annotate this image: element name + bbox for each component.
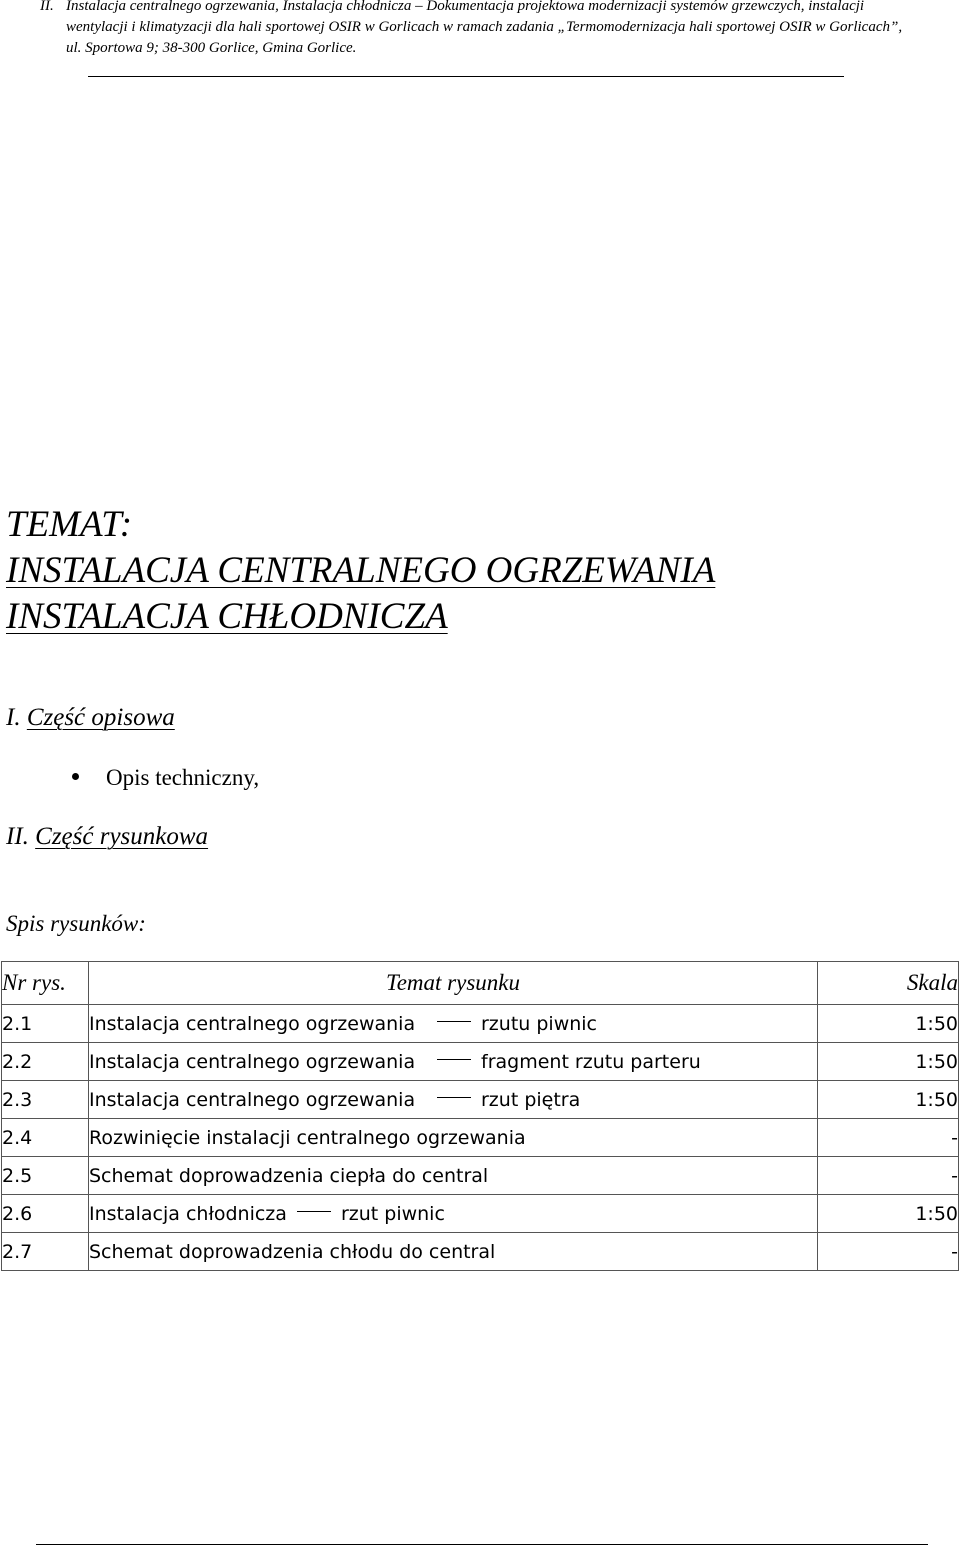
header-number: II. (40, 0, 54, 14)
list-item (72, 762, 259, 794)
row-nr: 2.5 (2, 1157, 89, 1195)
column-header-nr: Nr rys. (2, 962, 89, 1005)
row-nr: 2.4 (2, 1119, 89, 1157)
row-topic-main: Instalacja centralnego ogrzewania (89, 1088, 416, 1111)
header-divider (88, 76, 844, 77)
row-topic: Schemat doprowadzenia chłodu do central (89, 1233, 818, 1271)
dash-separator (437, 1059, 471, 1060)
section-part-1 (6, 702, 175, 734)
part-1-number: I. (6, 704, 21, 731)
row-nr: 2.3 (2, 1081, 89, 1119)
row-nr: 2.2 (2, 1043, 89, 1081)
title-line-1: INSTALACJA CENTRALNEGO OGRZEWANIA (6, 550, 716, 591)
table-row (2, 1043, 959, 1081)
row-nr: 2.6 (2, 1195, 89, 1233)
row-topic-main: Instalacja chłodnicza (89, 1202, 287, 1225)
row-topic-sub: rzutu piwnic (481, 1012, 598, 1035)
row-scale: - (818, 1233, 959, 1271)
part-2-label: Część rysunkowa (35, 823, 209, 850)
table-row (2, 1005, 959, 1043)
part-1-item: Opis techniczny, (106, 765, 260, 790)
row-topic-sub: fragment rzutu parteru (481, 1050, 701, 1073)
row-scale: 1:50 (818, 1043, 959, 1081)
table-row (2, 1081, 959, 1119)
title-label: TEMAT: (6, 504, 133, 545)
row-nr: 2.1 (2, 1005, 89, 1043)
row-scale: - (818, 1119, 959, 1157)
row-topic-sub: rzut piętra (481, 1088, 581, 1111)
row-topic-main: Instalacja centralnego ogrzewania (89, 1050, 416, 1073)
row-scale: 1:50 (818, 1005, 959, 1043)
row-topic (89, 1081, 818, 1119)
row-topic: Rozwinięcie instalacji centralnego ogrzewania (89, 1119, 818, 1157)
document-title (6, 502, 946, 640)
drawings-table (1, 961, 959, 1271)
section-part-2 (6, 821, 208, 853)
table-row (2, 1195, 959, 1233)
row-scale: - (818, 1157, 959, 1195)
row-scale: 1:50 (818, 1195, 959, 1233)
row-topic (89, 1043, 818, 1081)
part-1-label: Część opisowa (26, 704, 175, 731)
row-topic: Schemat doprowadzenia ciepła do central (89, 1157, 818, 1195)
row-topic (89, 1005, 818, 1043)
row-topic-sub: rzut piwnic (340, 1202, 445, 1225)
table-row (2, 1119, 959, 1157)
row-topic (89, 1195, 818, 1233)
dash-separator (437, 1097, 471, 1098)
footer-divider (36, 1544, 928, 1545)
row-scale: 1:50 (818, 1081, 959, 1119)
row-topic-main: Instalacja centralnego ogrzewania (89, 1012, 416, 1035)
header-text: Instalacja centralnego ogrzewania, Instalacja chłodnicza – Dokumentacja projektowa modernizacji systemów grzewczych, instalacji wentylacji i klimatyzacji dla hali sportowej OSIR w Gorlicach w ramach zadania „Termomodernizacja hali sportowej OSIR w Gorlicach”, ul. Sportowa 9; 38-300 Gorlice, Gmina Gorlice. (66, 0, 903, 56)
table-row (2, 1233, 959, 1271)
row-nr: 2.7 (2, 1233, 89, 1271)
title-line-2: INSTALACJA CHŁODNICZA (6, 596, 448, 637)
dash-separator (437, 1021, 471, 1022)
table-row (2, 1157, 959, 1195)
dash-separator (297, 1211, 331, 1212)
column-header-scale: Skala (818, 962, 959, 1005)
drawings-list-heading: Spis rysunków: (6, 911, 146, 936)
table-header-row (2, 962, 959, 1005)
part-2-number: II. (6, 823, 29, 850)
column-header-topic: Temat rysunku (89, 962, 818, 1005)
bullet-icon (72, 773, 79, 780)
